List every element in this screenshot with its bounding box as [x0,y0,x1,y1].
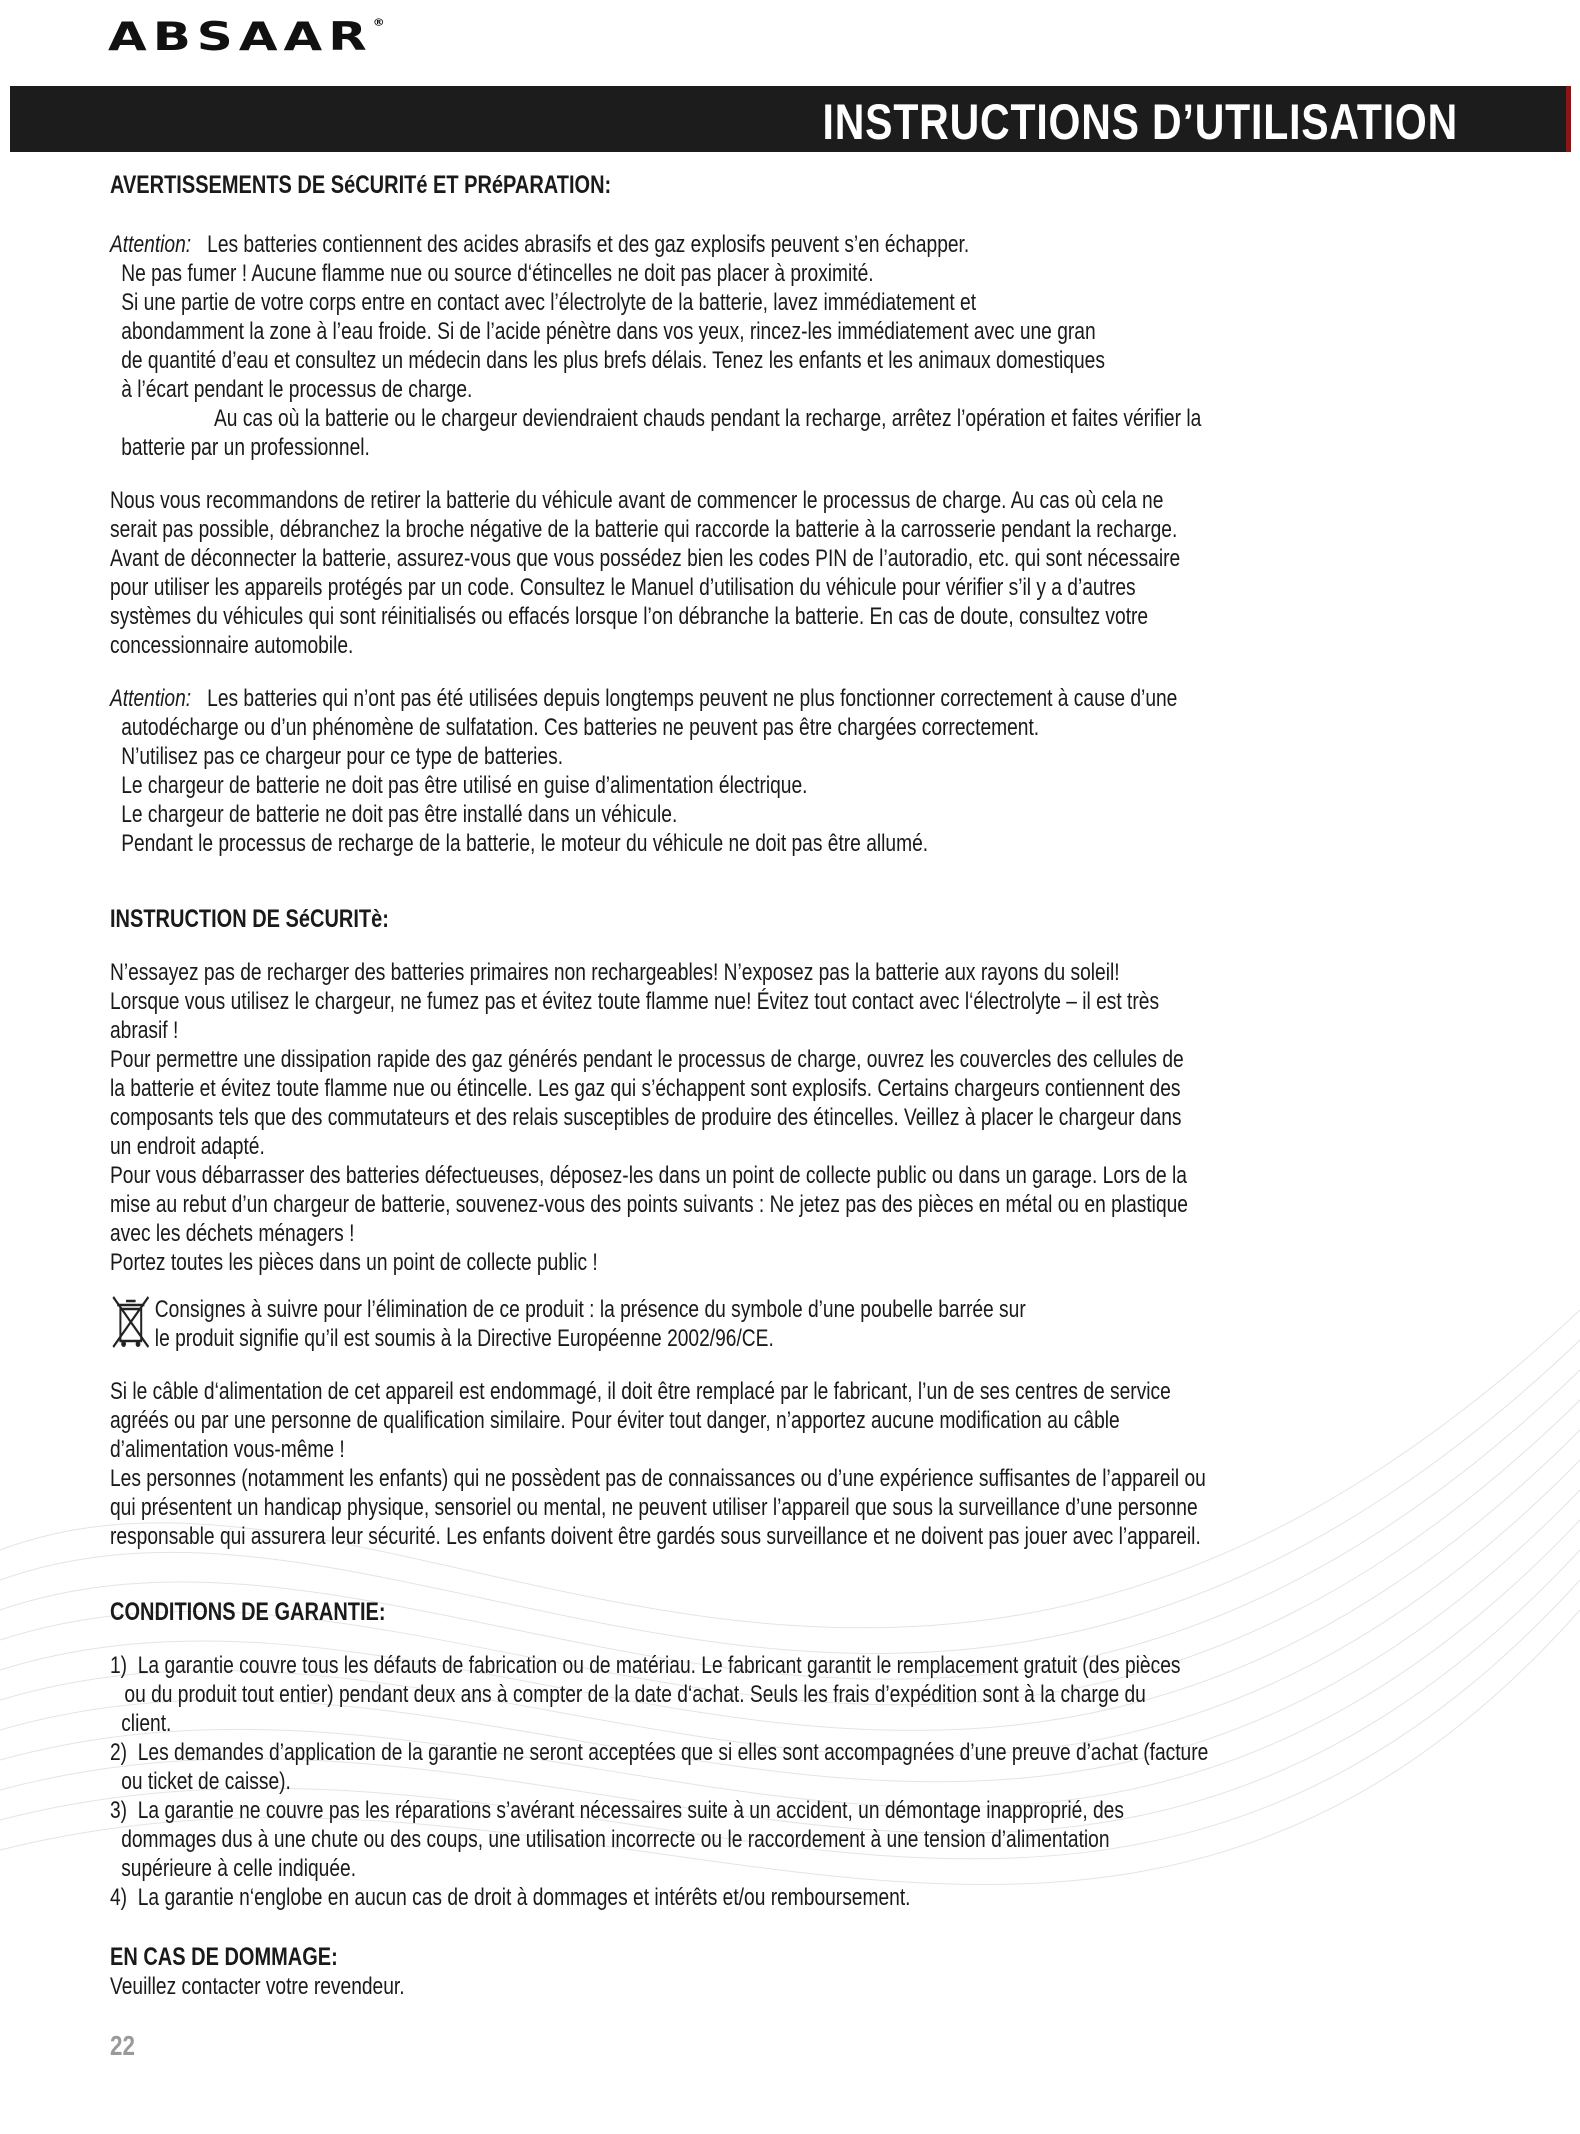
paragraph-line: Avant de déconnecter la batterie, assurez-vous que vous possédez bien les codes PIN de l’autoradio, etc. qui sont nécessaire [110,545,1181,572]
attention-line: Attention: Les batteries contiennent des acides abrasifs et des gaz explosifs peuvent s’en échapper. [110,231,970,258]
attention-line: Au cas où la batterie ou le chargeur deviendraient chauds pendant la recharge, arrêtez l’opération et faites vérifier la [214,405,1202,432]
disposal-line: Consignes à suivre pour l’élimination de ce produit : la présence du symbole d’une poubelle barrée sur [154,1296,1026,1323]
attention-line: à l’écart pendant le processus de charge. [121,376,473,403]
section-heading-damage: EN CAS DE DOMMAGE: [110,1943,338,1971]
attention-line: Ne pas fumer ! Aucune flamme nue ou source d‘étincelles ne doit pas placer à proximité. [121,260,874,287]
paragraph-line: la batterie et évitez toute flamme nue ou étincelle. Les gaz qui s’échappent sont explosifs. Certains chargeurs contiennent des [110,1075,1181,1102]
disposal-notice [110,1295,1278,1353]
paragraph-line: Pour vous débarrasser des batteries défectueuses, déposez-les dans un point de collecte public ou dans un garage. Lors de la [110,1162,1187,1189]
page-number: 22 [110,2030,135,2061]
list-item: 3) La garantie ne couvre pas les réparations s’avérant nécessaires suite à un accident, un démontage inapproprié, des dommages dus à une chute ou des coups, une utilisation incorrecte ou le raccordement à une tension d’alimentation supérieure à celle indiquée. [110,1797,1124,1882]
paragraph-line: mise au rebut d’un chargeur de batterie, souvenez-vous des points suivants : Ne jetez pas des pièces en métal ou en plastique [110,1191,1188,1218]
section-heading-warranty: CONDITIONS DE GARANTIE: [110,1598,386,1626]
paragraph-line: abrasif ! [110,1017,179,1044]
paragraph-line: un endroit adapté. [110,1133,265,1160]
attention-line: de quantité d’eau et consultez un médecin dans les plus brefs délais. Tenez les enfants et les animaux domestiques [121,347,1105,374]
disposal-line: le produit signifie qu’il est soumis à la Directive Européenne 2002/96/CE. [154,1325,774,1352]
list-item: 1) La garantie couvre tous les défauts de fabrication ou de matériau. Le fabricant garantit le remplacement gratuit (des pièces ou du produit tout entier) pendant deux ans à compter de la date d‘achat. Seuls les frais d’expédition sont à la charge du client. [110,1652,1181,1737]
paragraph-line: Portez toutes les pièces dans un point de collecte public ! [110,1249,598,1276]
attention-line: Si une partie de votre corps entre en contact avec l’électrolyte de la batterie, lavez immédiatement et [121,289,977,316]
paragraph-line: systèmes du véhicules qui sont réinitialisés ou effacés lorsque l’on débranche la batterie. En cas de doute, consultez votre [110,603,1149,630]
crossed-out-wheelie-bin-icon [110,1293,152,1351]
paragraph-line: pour utiliser les appareils protégés par un code. Consultez le Manuel d’utilisation du véhicule pour vérifier s’il y a d’autres [110,574,1136,601]
page-title: INSTRUCTIONS D’UTILISATION [822,94,1458,150]
section-heading-safety-warnings: AVERTISSEMENTS DE SéCURITé ET PRéPARATION: [110,171,612,199]
paragraph-line: composants tels que des commutateurs et des relais susceptibles de produire des étincelles. Veillez à placer le chargeur dans [110,1104,1182,1131]
attention-line: Le chargeur de batterie ne doit pas être utilisé en guise d’alimentation électrique. [121,772,808,799]
brand-logo: ABSAAR® [108,14,385,60]
paragraph-line: responsable qui assurera leur sécurité. Les enfants doivent être gardés sous surveillance et ne doivent pas jouer avec l’appareil. [110,1523,1201,1550]
warranty-list [110,1651,1278,1912]
paragraph-line: Les personnes (notamment les enfants) qui ne possèdent pas de connaissances ou d’une expérience suffisantes de l’appareil ou [110,1465,1206,1492]
attention-line: abondamment la zone à l’eau froide. Si de l’acide pénètre dans vos yeux, rincez-les immédiatement avec une gran [121,318,1096,345]
document-body [110,170,1278,2001]
attention-line: N’utilisez pas ce chargeur pour ce type de batteries. [121,743,564,770]
paragraph-line: avec les déchets ménagers ! [110,1220,355,1247]
attention-line: autodécharge ou d’un phénomène de sulfatation. Ces batteries ne peuvent pas être chargées correctement. [121,714,1040,741]
paragraph-line: N’essayez pas de recharger des batteries primaires non rechargeables! N’exposez pas la batterie aux rayons du soleil! [110,959,1120,986]
paragraph-line: Nous vous recommandons de retirer la batterie du véhicule avant de commencer le processus de charge. Au cas où cela ne [110,487,1164,514]
paragraph-line: Si le câble d‘alimentation de cet appareil est endommagé, il doit être remplacé par le fabricant, l’un de ses centres de service [110,1378,1171,1405]
paragraph-line: qui présentent un handicap physique, sensoriel ou mental, ne peuvent utiliser l’appareil que sous la surveillance d’une personne [110,1494,1198,1521]
list-item: 2) Les demandes d’application de la garantie ne seront acceptées que si elles sont accompagnées d’une preuve d’achat (facture ou ticket de caisse). [110,1739,1209,1795]
attention-line: Attention: Les batteries qui n’ont pas été utilisées depuis longtemps peuvent ne plus fonctionner correctement à cause d’une [110,685,1178,712]
list-item: 4) La garantie n‘englobe en aucun cas de droit à dommages et intérêts et/ou remboursement. [110,1884,911,1911]
attention-line: Pendant le processus de recharge de la batterie, le moteur du véhicule ne doit pas être allumé. [121,830,929,857]
paragraph-line: agréés ou par une personne de qualification similaire. Pour éviter tout danger, n’apportez aucune modification au câble [110,1407,1120,1434]
attention-line: batterie par un professionnel. [121,434,370,461]
section-heading-safety-instruction: INSTRUCTION DE SéCURITè: [110,905,389,933]
paragraph-line: serait pas possible, débranchez la broche négative de la batterie qui raccorde la batterie à la carrosserie pendant la recharge. [110,516,1178,543]
paragraph-line: Pour permettre une dissipation rapide des gaz générés pendant le processus de charge, ouvrez les couvercles des cellules de [110,1046,1184,1073]
attention-line: Le chargeur de batterie ne doit pas être installé dans un véhicule. [121,801,678,828]
paragraph-line: d’alimentation vous-même ! [110,1436,345,1463]
paragraph-line: concessionnaire automobile. [110,632,354,659]
damage-text: Veuillez contacter votre revendeur. [110,1973,405,2000]
paragraph-line: Lorsque vous utilisez le chargeur, ne fumez pas et évitez toute flamme nue! Évitez tout contact avec l‘électrolyte – il est très [110,988,1160,1015]
